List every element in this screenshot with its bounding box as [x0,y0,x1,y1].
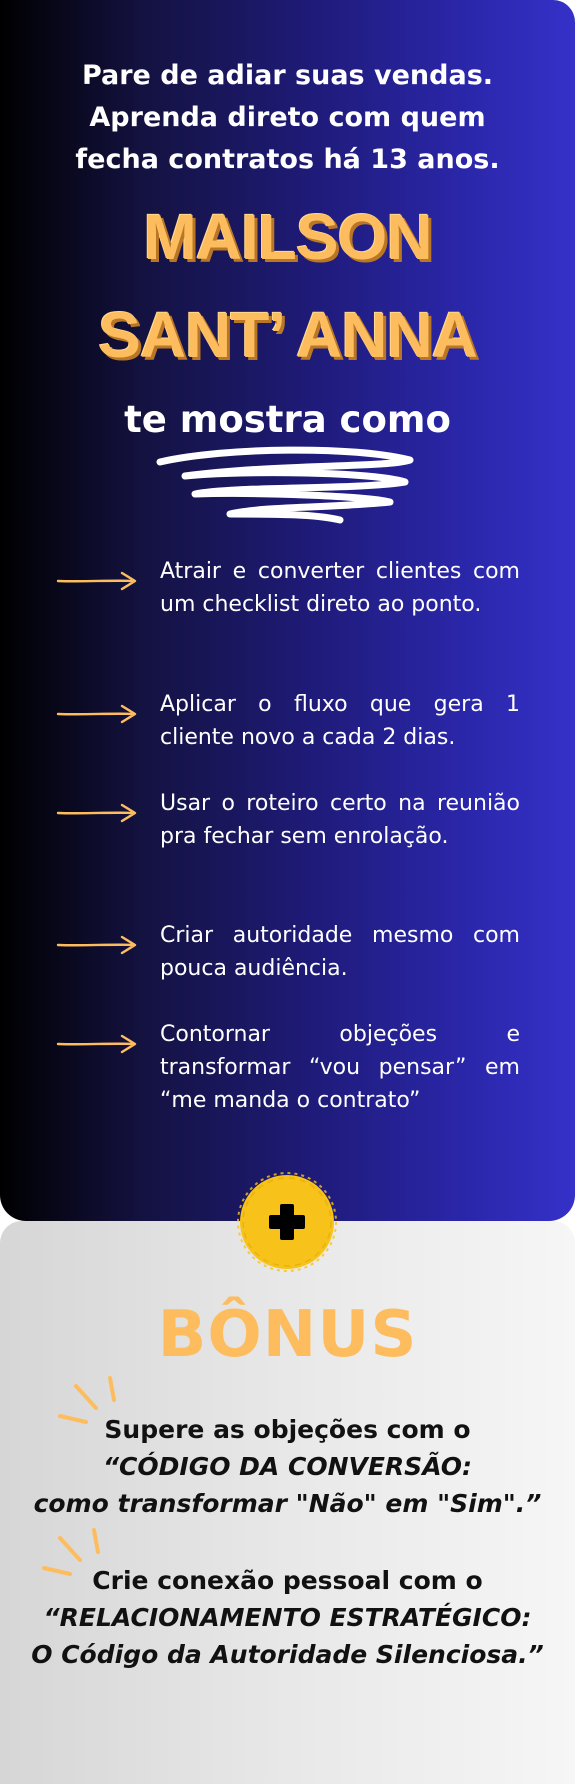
bonus-item-subtitle: como transformar "Não" em "Sim".” [33,1489,542,1518]
bonus-title: BÔNUS [157,1298,418,1372]
benefit-text: Aplicar o fluxo que gera 1 cliente novo a cada 2 dias. [160,692,520,750]
arrow-right-icon [56,802,138,824]
bonus-item-intro: Crie conexão pessoal com o [92,1566,483,1595]
headline-line: Pare de adiar suas vendas. [81,60,494,91]
instructor-name-last: SANT’ ANNA [98,299,477,371]
bonus-item-subtitle: O Código da Autoridade Silenciosa.” [31,1640,544,1669]
arrow-right-icon [56,570,138,592]
bonus-item-intro: Supere as objeções com o [104,1415,471,1444]
bonus-item-title: “CÓDIGO DA CONVERSÃO: [102,1452,473,1481]
arrow-right-icon [56,1033,138,1055]
headline-line: fecha contratos há 13 anos. [75,144,500,175]
instructor-name-first: MAILSON [143,201,432,273]
headline-line: Aprenda direto com quem [89,102,486,133]
arrow-right-icon [56,703,138,725]
benefit-text: Criar autoridade mesmo com pouca audiência. [160,923,520,981]
benefit-text: Contornar objeções e transformar “vou pensar” em “me manda o contrato” [160,1022,520,1113]
bonus-panel [0,1221,575,1784]
bonus-item [0,1562,575,1673]
arrow-right-icon [56,934,138,956]
benefit-text: Atrair e converter clientes com um checklist direto ao ponto. [160,559,520,617]
plus-icon [235,1170,339,1274]
bonus-item-title: “RELACIONAMENTO ESTRATÉGICO: [43,1603,532,1632]
bonus-item [0,1411,575,1522]
benefit-text: Usar o roteiro certo na reunião pra fechar sem enrolação. [160,791,520,849]
hero-headline [0,55,575,181]
hero-subtitle: te mostra como [124,398,451,441]
scribble-underline-icon [155,442,420,532]
